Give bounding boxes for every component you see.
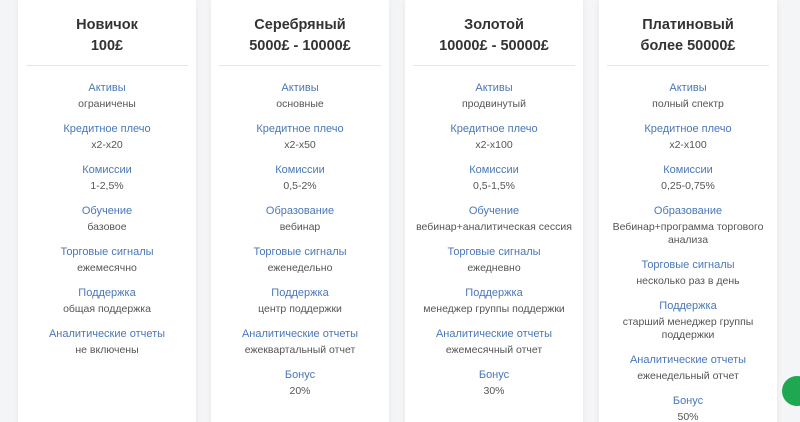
feature-value: основные: [276, 98, 324, 110]
plan-price: более 50000£: [640, 38, 736, 54]
feature-value: полный спектр: [652, 98, 724, 110]
feature-label: Аналитические отчеты: [435, 328, 553, 340]
feature-value: центр поддержки: [258, 303, 342, 315]
plan-features: [18, 66, 196, 357]
feature-bonus: [211, 368, 389, 398]
feature-value: базовое: [87, 221, 127, 233]
feature-label: Активы: [281, 82, 319, 94]
plan-title: Серебряный: [254, 17, 346, 33]
feature-leverage: [18, 122, 196, 152]
feature-label: Комиссии: [275, 164, 325, 176]
feature-label: Кредитное плечо: [450, 123, 538, 135]
feature-support: [405, 286, 583, 316]
feature-value: менеджер группы поддержки: [423, 303, 565, 315]
feature-label: Активы: [88, 82, 126, 94]
feature-support: [211, 286, 389, 316]
feature-label: Аналитические отчеты: [48, 328, 166, 340]
plan-card-gold: [405, 0, 583, 422]
plan-features: [599, 66, 777, 422]
feature-label: Образование: [265, 205, 335, 217]
plan-header: [413, 0, 575, 66]
chat-icon[interactable]: [782, 376, 800, 406]
feature-leverage: [211, 122, 389, 152]
feature-reports: [18, 327, 196, 357]
feature-value: еженедельно: [267, 262, 333, 274]
feature-value: общая поддержка: [63, 303, 151, 315]
feature-assets: [599, 81, 777, 111]
feature-assets: [211, 81, 389, 111]
page-edge: [0, 0, 20, 422]
feature-reports: [599, 353, 777, 383]
feature-value: старший менеджер группы поддержки: [622, 316, 754, 341]
feature-label: Обучение: [81, 205, 133, 217]
feature-leverage: [405, 122, 583, 152]
plan-features: [211, 66, 389, 398]
feature-label: Активы: [475, 82, 513, 94]
feature-value: ежемесячный отчет: [445, 344, 543, 356]
plan-features: [405, 66, 583, 398]
feature-assets: [405, 81, 583, 111]
feature-label: Бонус: [478, 369, 510, 381]
feature-signals: [211, 245, 389, 275]
feature-label: Аналитические отчеты: [241, 328, 359, 340]
feature-commissions: [599, 163, 777, 193]
feature-label: Кредитное плечо: [644, 123, 732, 135]
feature-value: 0,25-0,75%: [661, 180, 715, 192]
feature-label: Поддержка: [271, 287, 329, 299]
feature-label: Кредитное плечо: [256, 123, 344, 135]
feature-value: не включены: [75, 344, 139, 356]
feature-reports: [405, 327, 583, 357]
plan-card-silver: [211, 0, 389, 422]
feature-education: [18, 204, 196, 234]
feature-reports: [211, 327, 389, 357]
feature-bonus: [599, 394, 777, 422]
plan-header: [26, 0, 188, 66]
plan-card-novice: [18, 0, 196, 422]
feature-signals: [405, 245, 583, 275]
feature-value: 20%: [289, 385, 311, 397]
feature-value: ежеквартальный отчет: [244, 344, 356, 356]
feature-label: Кредитное плечо: [63, 123, 151, 135]
feature-value: 50%: [677, 411, 699, 422]
feature-support: [18, 286, 196, 316]
feature-label: Обучение: [468, 205, 520, 217]
plan-title: Платиновый: [642, 17, 734, 33]
feature-label: Поддержка: [78, 287, 136, 299]
feature-signals: [18, 245, 196, 275]
feature-education: [405, 204, 583, 234]
feature-commissions: [211, 163, 389, 193]
feature-leverage: [599, 122, 777, 152]
feature-signals: [599, 258, 777, 288]
feature-commissions: [18, 163, 196, 193]
feature-education: [211, 204, 389, 234]
feature-value: ежедневно: [467, 262, 521, 274]
plan-price: 10000£ - 50000£: [439, 38, 549, 54]
feature-label: Поддержка: [659, 300, 717, 312]
feature-label: Торговые сигналы: [447, 246, 541, 258]
feature-value: ежемесячно: [77, 262, 137, 274]
feature-value: x2-x20: [91, 139, 123, 151]
plan-header: [607, 0, 769, 66]
feature-value: несколько раз в день: [636, 275, 740, 287]
feature-assets: [18, 81, 196, 111]
feature-value: x2-x100: [669, 139, 707, 151]
feature-value: ограничены: [78, 98, 136, 110]
feature-value: 0,5-2%: [283, 180, 317, 192]
feature-label: Комиссии: [663, 164, 713, 176]
feature-label: Активы: [669, 82, 707, 94]
feature-label: Торговые сигналы: [641, 259, 735, 271]
plan-price: 5000£ - 10000£: [249, 38, 351, 54]
feature-label: Аналитические отчеты: [629, 354, 747, 366]
feature-value: вебинар: [279, 221, 321, 233]
feature-commissions: [405, 163, 583, 193]
feature-value: продвинутый: [462, 98, 526, 110]
feature-label: Торговые сигналы: [253, 246, 347, 258]
feature-education: [599, 204, 777, 247]
feature-value: еженедельный отчет: [637, 370, 739, 382]
feature-label: Комиссии: [82, 164, 132, 176]
plan-title: Новичок: [76, 17, 138, 33]
feature-value: 1-2,5%: [90, 180, 124, 192]
plan-price: 100£: [90, 38, 124, 54]
feature-value: 0,5-1,5%: [472, 180, 516, 192]
feature-bonus: [405, 368, 583, 398]
feature-value: вебинар+аналитическая сессия: [416, 221, 572, 233]
plan-header: [219, 0, 381, 66]
feature-label: Комиссии: [469, 164, 519, 176]
feature-support: [599, 299, 777, 342]
feature-label: Образование: [653, 205, 723, 217]
feature-value: x2-x50: [284, 139, 316, 151]
feature-label: Бонус: [284, 369, 316, 381]
feature-label: Поддержка: [465, 287, 523, 299]
plan-title: Золотой: [464, 17, 524, 33]
feature-label: Бонус: [672, 395, 704, 407]
feature-value: Вебинар+программа торгового анализа: [612, 221, 764, 246]
feature-label: Торговые сигналы: [60, 246, 154, 258]
plan-card-platinum: [599, 0, 777, 422]
feature-value: 30%: [483, 385, 505, 397]
feature-value: x2-x100: [475, 139, 513, 151]
